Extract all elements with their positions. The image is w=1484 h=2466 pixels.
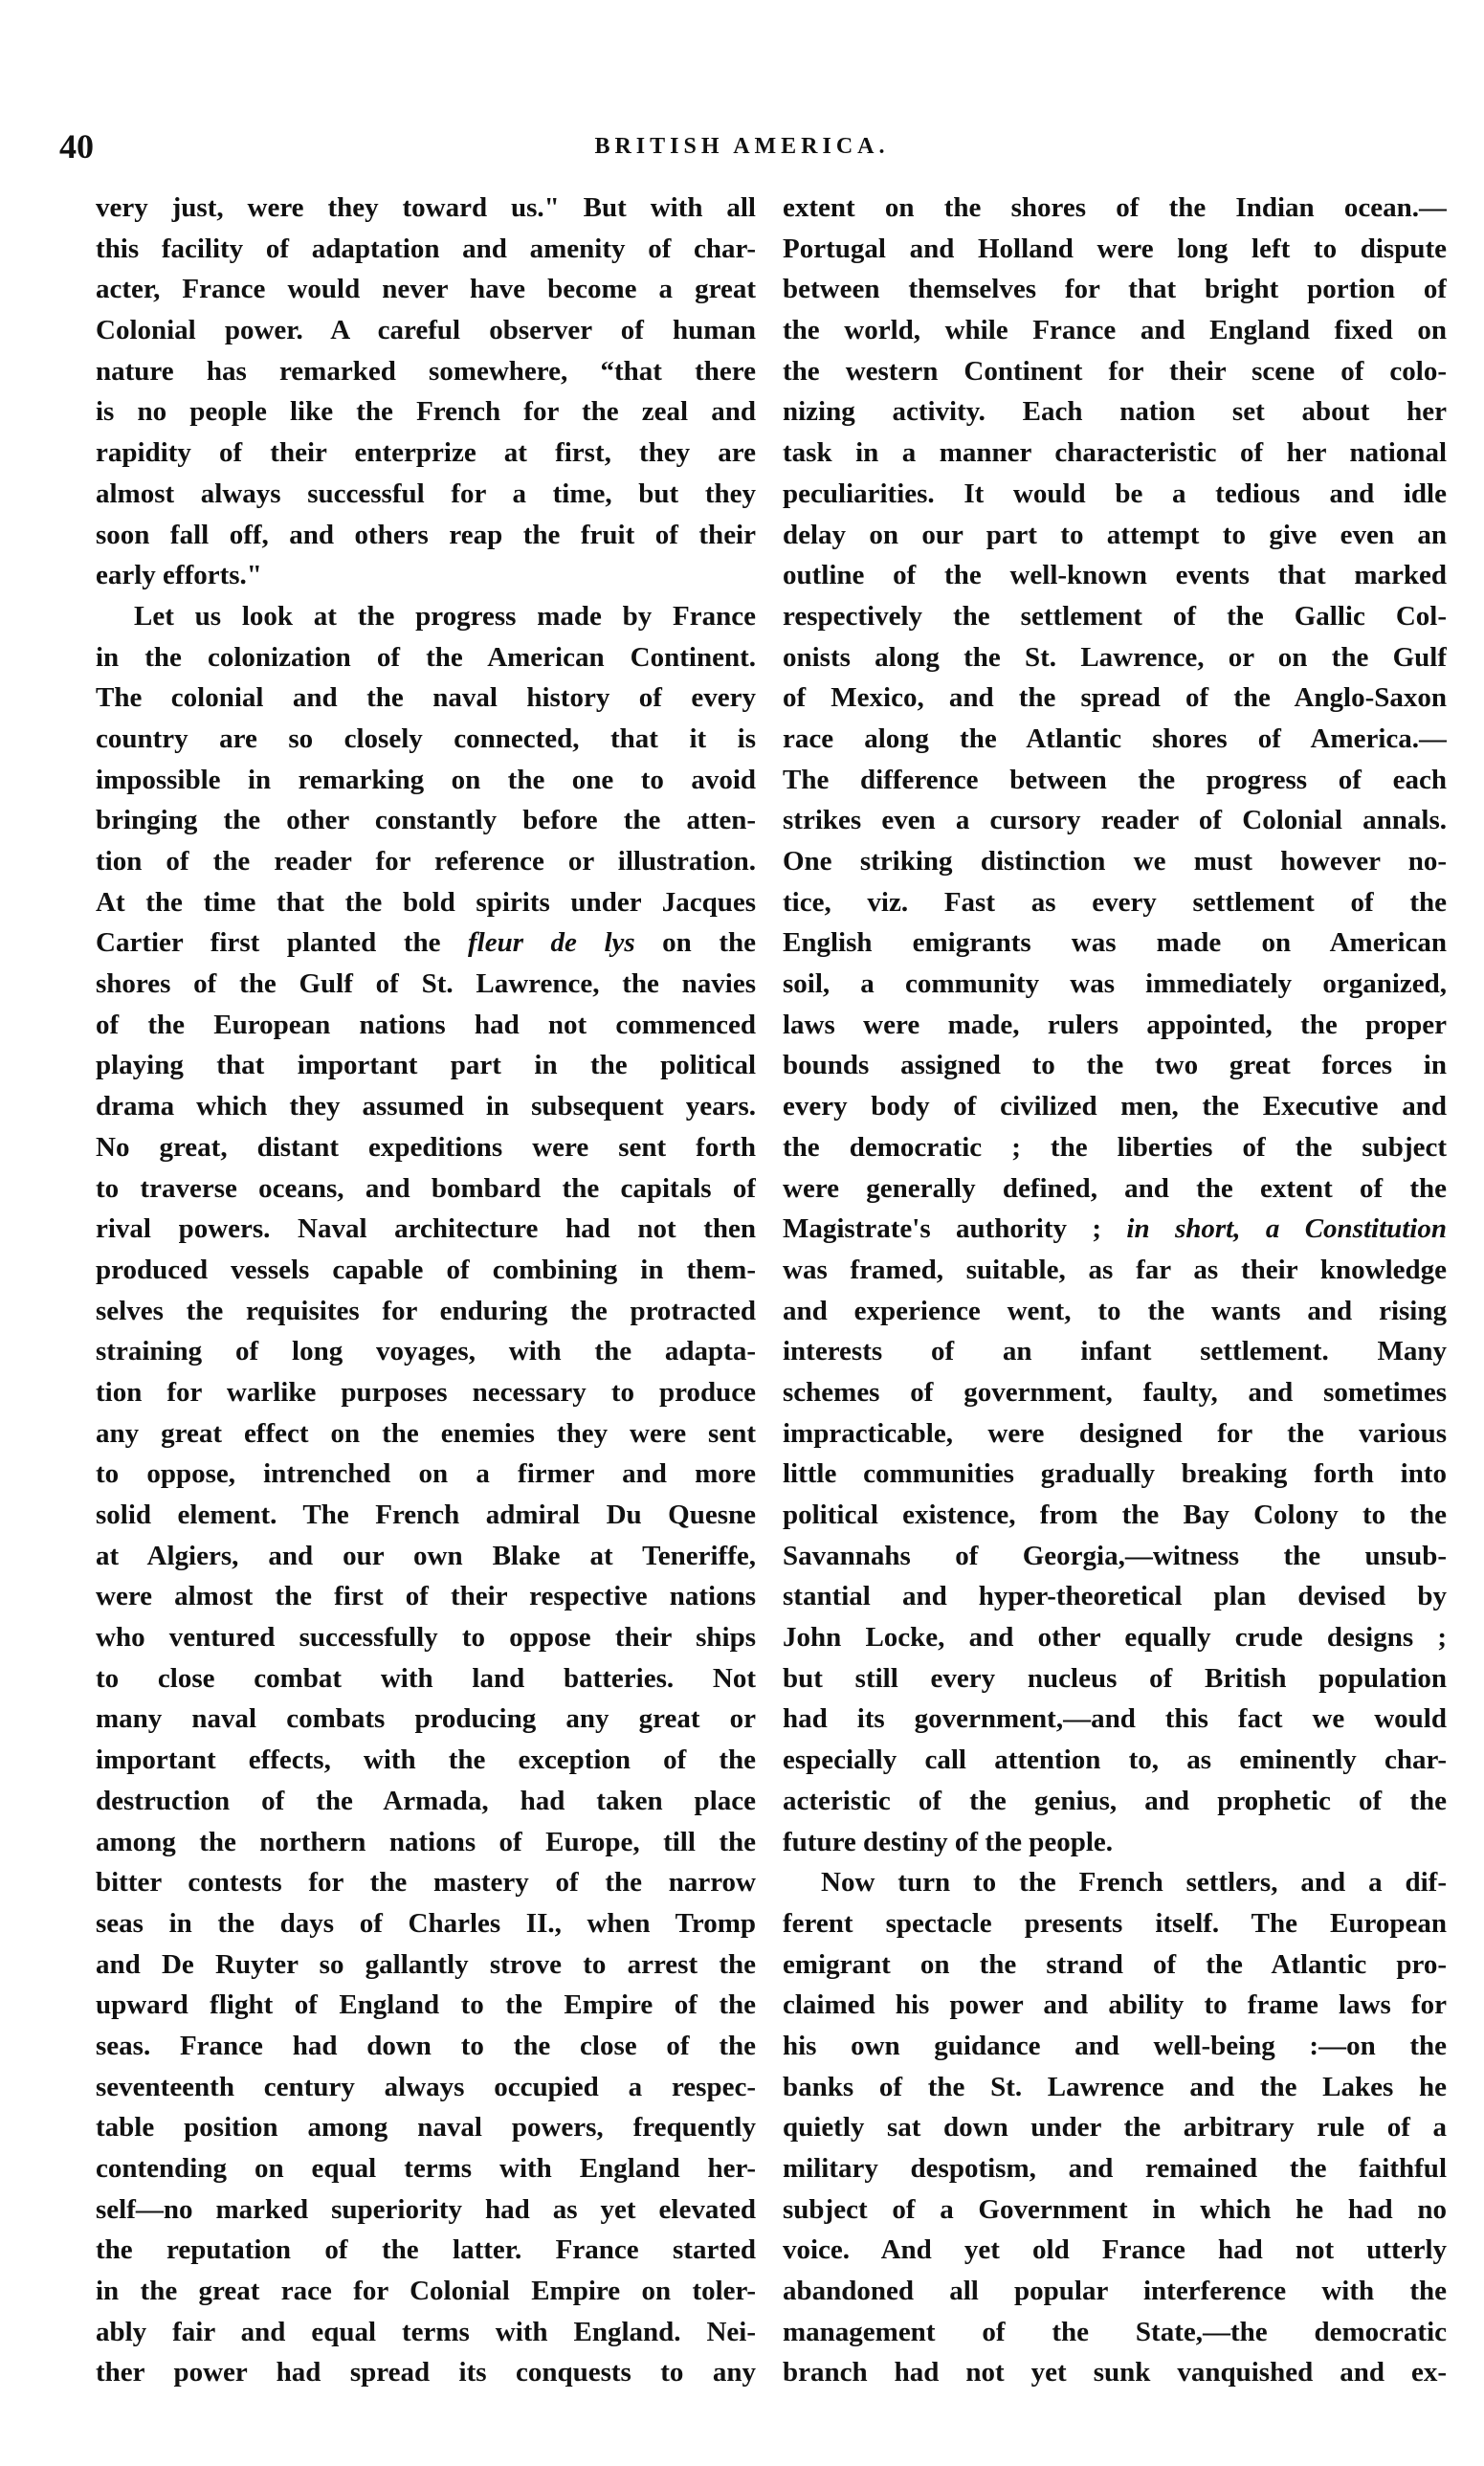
text-line: shores of the Gulf of St. Lawrence, the navies [96, 968, 756, 1000]
text-line: quietly sat down under the arbitrary rule of a [783, 2112, 1447, 2144]
text-line: Now turn to the French settlers, and a dif- [821, 1867, 1447, 1899]
italic-phrase: in short, a Constitution [1126, 1213, 1447, 1245]
text-line: strikes even a cursory reader of Colonial annals. [783, 805, 1447, 836]
text-line: very just, were they toward us." But with all [96, 192, 756, 223]
text-line: outline of the well-known events that marked [783, 560, 1447, 591]
text-line: playing that important part in the political [96, 1050, 756, 1081]
text-line: The difference between the progress of each [783, 764, 1447, 795]
text-line: is no people like the French for the zeal and [96, 396, 756, 428]
italic-phrase: fleur de lys [468, 927, 635, 959]
text-line: branch had not yet sunk vanquished and ex- [783, 2357, 1447, 2388]
text-line: peculiarities. It would be a tedious and idle [783, 478, 1447, 509]
text-line: self—no marked superiority had as yet elevated [96, 2193, 756, 2225]
text-line: tion for warlike purposes necessary to produce [96, 1376, 756, 1408]
text-line: Colonial power. A careful observer of human [96, 315, 756, 346]
text-line: nature has remarked somewhere, “that there [96, 355, 756, 387]
text-line: destruction of the Armada, had taken place [96, 1785, 756, 1816]
text-line: voice. And yet old France had not utterly [783, 2234, 1447, 2266]
text-line: military despotism, and remained the faithful [783, 2153, 1447, 2184]
text-line: upward flight of England to the Empire of the [96, 1989, 756, 2021]
text-line: bringing the other constantly before the atten- [96, 805, 756, 836]
running-title: BRITISH AMERICA. [594, 134, 890, 159]
text-line: Cartier first planted the fleur de lys on the [96, 927, 756, 959]
text-line: ther power had spread its conquests to any [96, 2357, 756, 2388]
text-line: seas. France had down to the close of the [96, 2030, 756, 2061]
text-line: of the European nations had not commenced [96, 1009, 756, 1040]
text-line: straining of long voyages, with the adapta- [96, 1336, 756, 1367]
text-line: At the time that the bold spirits under Jacques [96, 886, 756, 918]
text-line: stantial and hyper-theoretical plan devised by [783, 1581, 1447, 1612]
text-line: of Mexico, and the spread of the Anglo-Saxon [783, 682, 1447, 714]
text-line: to oppose, intrenched on a firmer and more [96, 1458, 756, 1490]
text-line: respectively the settlement of the Gallic Col- [783, 600, 1447, 632]
text-line: emigrant on the strand of the Atlantic pro- [783, 1948, 1447, 1980]
left-column [96, 188, 756, 2393]
text-line: rival powers. Naval architecture had not then [96, 1213, 756, 1245]
text-line: onists along the St. Lawrence, or on the Gulf [783, 641, 1447, 673]
text-line: every body of civilized men, the Executive and [783, 1091, 1447, 1122]
text-line: who ventured successfully to oppose their ships [96, 1622, 756, 1654]
text-line: soil, a community was immediately organized, [783, 968, 1447, 1000]
text-line: seventeenth century always occupied a respec- [96, 2071, 756, 2102]
text-line: acter, France would never have become a great [96, 274, 756, 305]
text-line: No great, distant expeditions were sent forth [96, 1131, 756, 1163]
text-line: tice, viz. Fast as every settlement of the [783, 886, 1447, 918]
text-line: many naval combats producing any great or [96, 1703, 756, 1735]
text-line: delay on our part to attempt to give even an [783, 519, 1447, 550]
text-line: race along the Atlantic shores of America.— [783, 722, 1447, 754]
text-line: seas in the days of Charles II., when Tromp [96, 1907, 756, 1939]
text-line: his own guidance and well-being :—on the [783, 2030, 1447, 2061]
text-line: schemes of government, faulty, and sometimes [783, 1376, 1447, 1408]
text-line: the world, while France and England fixed on [783, 315, 1447, 346]
text-line: ferent spectacle presents itself. The European [783, 1907, 1447, 1939]
text-line: but still every nucleus of British population [783, 1662, 1447, 1694]
text-line: acteristic of the genius, and prophetic of the [783, 1785, 1447, 1816]
text-line: the reputation of the latter. France started [96, 2234, 756, 2266]
text-line: Savannahs of Georgia,—witness the unsub- [783, 1540, 1447, 1571]
text-line: laws were made, rulers appointed, the proper [783, 1009, 1447, 1040]
text-line: at Algiers, and our own Blake at Teneriffe, [96, 1540, 756, 1571]
text-line: rapidity of their enterprize at first, they are [96, 437, 756, 469]
text-line: drama which they assumed in subsequent years. [96, 1091, 756, 1122]
text-line: any great effect on the enemies they were sent [96, 1417, 756, 1449]
text-line: had its government,—and this fact we would [783, 1703, 1447, 1735]
text-line: especially call attention to, as eminently char- [783, 1744, 1447, 1776]
text-line: English emigrants was made on American [783, 927, 1447, 959]
text-line: in the great race for Colonial Empire on toler- [96, 2276, 756, 2307]
text-line: contending on equal terms with England her- [96, 2153, 756, 2184]
text-line: Let us look at the progress made by France [134, 600, 756, 632]
text-line: subject of a Government in which he had no [783, 2193, 1447, 2225]
running-head [0, 122, 1484, 170]
text-line: bitter contests for the mastery of the narrow [96, 1867, 756, 1899]
text-line: One striking distinction we must however no- [783, 846, 1447, 877]
text-line: tion of the reader for reference or illustration. [96, 846, 756, 877]
text-line: between themselves for that bright portion of [783, 274, 1447, 305]
text-line: this facility of adaptation and amenity of char- [96, 233, 756, 264]
text-line: abandoned all popular interference with the [783, 2276, 1447, 2307]
text-line: Magistrate's authority ; in short, a Constitution [783, 1213, 1447, 1245]
text-line: was framed, suitable, as far as their knowledge [783, 1254, 1447, 1285]
text-line: produced vessels capable of combining in them- [96, 1254, 756, 1285]
text-line: were almost the first of their respective nations [96, 1581, 756, 1612]
text-line: ably fair and equal terms with England. Nei- [96, 2316, 756, 2347]
right-column [783, 188, 1447, 2393]
text-line: important effects, with the exception of the [96, 1744, 756, 1776]
text-line: table position among naval powers, frequently [96, 2112, 756, 2144]
text-line: The colonial and the naval history of every [96, 682, 756, 714]
text-line: nizing activity. Each nation set about her [783, 396, 1447, 428]
text-line: and De Ruyter so gallantly strove to arrest the [96, 1948, 756, 1980]
page-number: 40 [59, 127, 94, 166]
text-line: almost always successful for a time, but they [96, 478, 756, 509]
text-line: among the northern nations of Europe, till the [96, 1826, 756, 1857]
text-line: solid element. The French admiral Du Quesne [96, 1500, 756, 1530]
text-line: interests of an infant settlement. Many [783, 1336, 1447, 1367]
text-line: claimed his power and ability to frame laws for [783, 1989, 1447, 2021]
text-line: task in a manner characteristic of her national [783, 437, 1447, 469]
text-line: the democratic ; the liberties of the subject [783, 1131, 1447, 1163]
text-line: soon fall off, and others reap the fruit of their [96, 519, 756, 550]
text-line: to close combat with land batteries. Not [96, 1662, 756, 1694]
text-line: impracticable, were designed for the various [783, 1417, 1447, 1449]
text-line: were generally defined, and the extent of the [783, 1172, 1447, 1204]
text-line: management of the State,—the democratic [783, 2316, 1447, 2347]
text-line: selves the requisites for enduring the protracted [96, 1295, 756, 1326]
text-line: Portugal and Holland were long left to dispute [783, 233, 1447, 264]
text-line: country are so closely connected, that it is [96, 722, 756, 754]
text-line: the western Continent for their scene of colo- [783, 355, 1447, 387]
text-line: impossible in remarking on the one to avoid [96, 764, 756, 795]
text-line: to traverse oceans, and bombard the capitals of [96, 1172, 756, 1204]
text-line: little communities gradually breaking forth into [783, 1458, 1447, 1490]
text-line: extent on the shores of the Indian ocean.— [783, 192, 1447, 223]
text-line: political existence, from the Bay Colony to the [783, 1500, 1447, 1530]
text-line: in the colonization of the American Continent. [96, 641, 756, 673]
text-line: John Locke, and other equally crude designs ; [783, 1622, 1447, 1654]
text-line: early efforts." [96, 560, 262, 591]
text-line: and experience went, to the wants and rising [783, 1295, 1447, 1326]
text-line: banks of the St. Lawrence and the Lakes he [783, 2071, 1447, 2102]
text-line: bounds assigned to the two great forces in [783, 1050, 1447, 1081]
text-line: future destiny of the people. [783, 1826, 1114, 1857]
